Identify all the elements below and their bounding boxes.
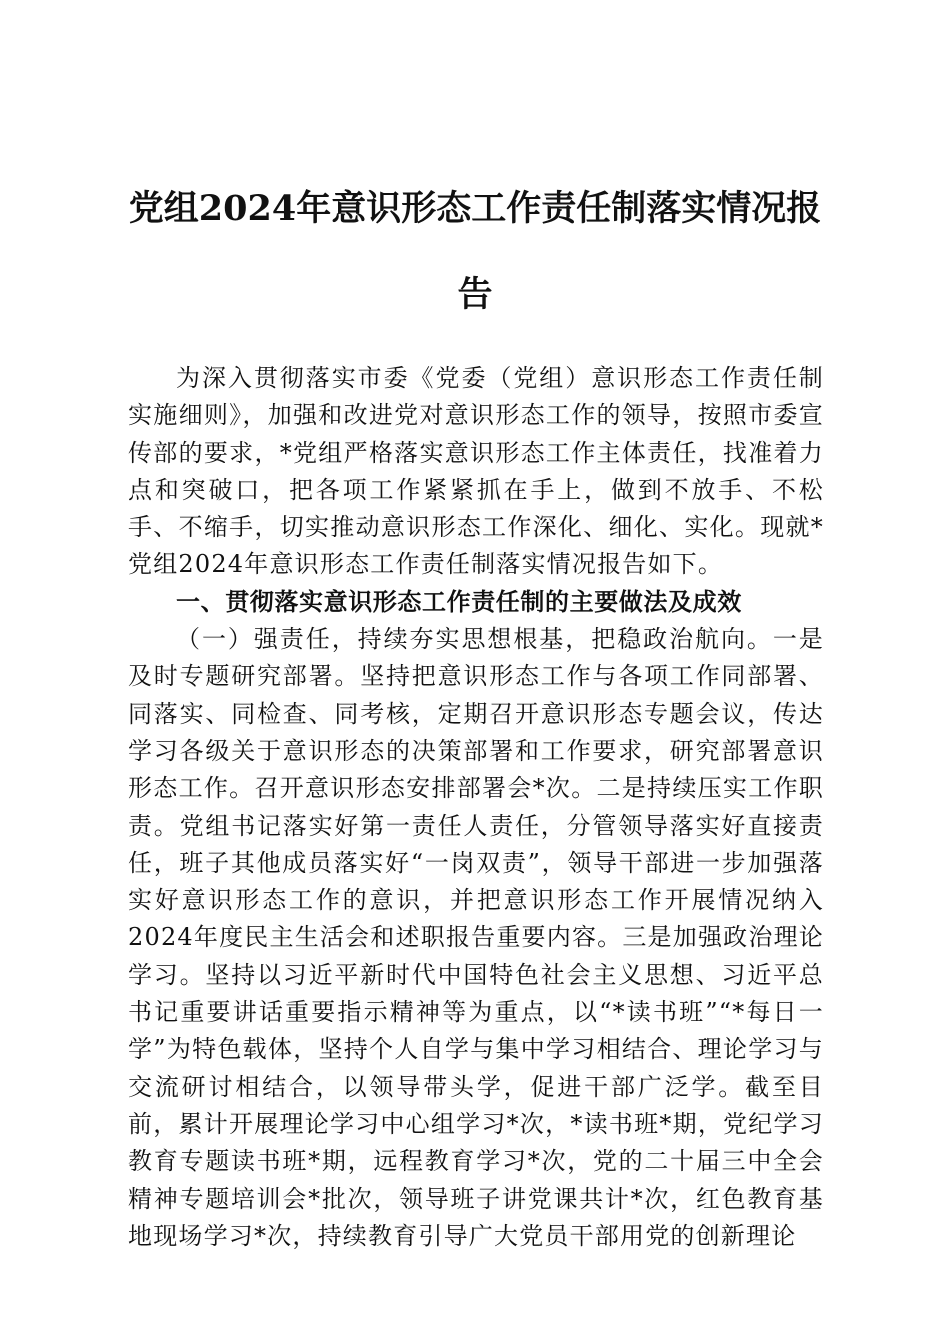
intro-paragraph: 为深入贯彻落实市委《党委（党组）意识形态工作责任制实施细则》，加强和改进党对意识形态工作的领导，按照市委宣传部的要求，*党组严格落实意识形态工作主体责任，找准着力点和突破口，把各项工作紧紧抓在手上，做到不放手、不松手、不缩手，切实推动意识形态工作深化、细化、实化。现就*党组2024年意识形态工作责任制落实情况报告如下。 <box>128 364 824 579</box>
document-body <box>128 360 824 1255</box>
section-heading: 一、贯彻落实意识形态工作责任制的主要做法及成效 <box>176 587 742 616</box>
section-paragraph: （一）强责任，持续夯实思想根基，把稳政治航向。一是及时专题研究部署。坚持把意识形态工作与各项工作同部署、同落实、同检查、同考核，定期召开意识形态专题会议，传达学习各级关于意识形态的决策部署和工作要求，研究部署意识形态工作。召开意识形态安排部署会*次。二是持续压实工作职责。党组书记落实好第一责任人责任，分管领导落实好直接责任，班子其他成员落实好“一岗双责”，领导干部进一步加强落实好意识形态工作的意识，并把意识形态工作开展情况纳入2024年度民主生活会和述职报告重要内容。三是加强政治理论学习。坚持以习近平新时代中国特色社会主义思想、习近平总书记重要讲话重要指示精神等为重点，以“*读书班”“*每日一学”为特色载体，坚持个人自学与集中学习相结合、理论学习与交流研讨相结合，以领导带头学，促进干部广泛学。截至目前，累计开展理论学习中心组学习*次，*读书班*期，党纪学习教育专题读书班*期，远程教育学习*次，党的二十届三中全会精神专题培训会*批次，领导班子讲党课共计*次，红色教育基地现场学习*次，持续教育引导广大党员干部用党的创新理论 <box>128 625 824 1250</box>
document-title: 党组2024年意识形态工作责任制落实情况报告 <box>128 188 822 315</box>
